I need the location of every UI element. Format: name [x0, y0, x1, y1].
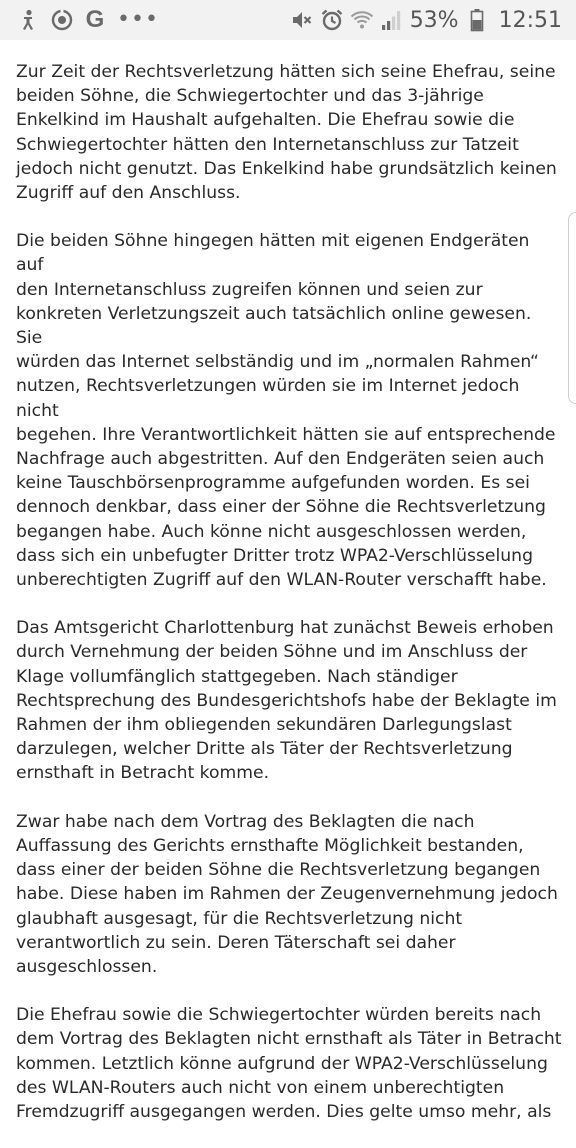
article-paragraph: Zwar habe nach dem Vortrag des Beklagten die nach Auffassung des Gerichts ernsthafte Möglichkeit bestanden, dass einer der beiden Söhne die Rechtsverletzung begangen habe. Diese haben im Rahmen der Zeugenvernehmung jedoch glaubhaft ausgesagt, für die Rechtsverletzung nicht verantwortlich zu sein. Deren Täterschaft sei daher ausgeschlossen. — [16, 811, 558, 977]
article-paragraph: Das Amtsgericht Charlottenburg hat zunächst Beweis erhoben durch Vernehmung der beiden Söhne und im Anschluss der Klage vollumfänglich stattgegeben. Nach ständiger Rechtsprechung des Bundesgerichtshofs habe der Beklagte im Rahmen der ihm obliegenden sekundären Darlegungslast darzulegen, welcher Dritte als Täter der Rechtsverletzung ernsthaft in Betracht komme. — [16, 618, 557, 784]
status-bar-right — [290, 4, 562, 36]
scroll-indicator[interactable] — [568, 212, 576, 404]
google-g-icon: G — [85, 6, 105, 33]
data-saver-icon — [50, 8, 74, 32]
article-paragraph: Die beiden Söhne hingegen hätten mit eigenen Endgeräten auf den Internetanschluss zugreifen können und seien zur konkreten Verletzungszeit auch tatsächlich online gewesen. Sie würden das Internet selbständig und im „normalen Rahmen“ nutzen, Rechtsverletzungen würden sie im Internet jedoch nicht begehen. Ihre Verantwortlichkeit hätten sie auf entsprechende Nachfrage auch abgestritten. Auf den Endgeräten seien auch keine Tauschbörsenprogramme aufgefunden worden. Es sei dennoch denkbar, dass einer der Söhne die Rechtsverletzung begangen habe. Auch könne nicht ausgeschlossen werden, dass sich ein unbefugter Dritter trotz WPA2-Verschlüsselung unberechtigten Zugriff auf den WLAN-Router verschafft habe. — [16, 231, 556, 591]
signal-icon — [380, 8, 404, 32]
battery-icon — [465, 8, 489, 32]
alarm-icon — [320, 8, 344, 32]
article-body — [16, 60, 562, 1148]
article-paragraph: Die Ehefrau sowie die Schwiegertochter würden bereits nach dem Vortrag des Beklagten nicht ernsthaft als Täter in Betracht kommen. Letztlich könne aufgrund der WPA2-Verschlüsselung des WLAN-Routers auch nicht von einem unberechtigten Fremdzugriff ausgegangen werden. Dies gelte umso mehr, als — [16, 1005, 562, 1122]
wifi-icon — [350, 8, 374, 32]
more-notifications-icon: ••• — [117, 7, 159, 32]
battery-percent: 53% — [409, 7, 459, 33]
clock: 12:51 — [498, 7, 562, 33]
status-bar — [0, 0, 576, 40]
status-bar-left — [16, 6, 159, 34]
article-paragraph: Zur Zeit der Rechtsverletzung hätten sich seine Ehefrau, seine beiden Söhne, die Schwiegertochter und das 3-jährige Enkelkind im Haushalt aufgehalten. Die Ehefrau sowie die Schwiegertochter hätten den Internetanschluss zur Tatzeit jedoch nicht genutzt. Das Enkelkind habe grundsätzlich keinen Zugriff auf den Anschluss. — [16, 62, 557, 204]
accessibility-icon — [16, 8, 40, 32]
mute-icon — [290, 8, 314, 32]
